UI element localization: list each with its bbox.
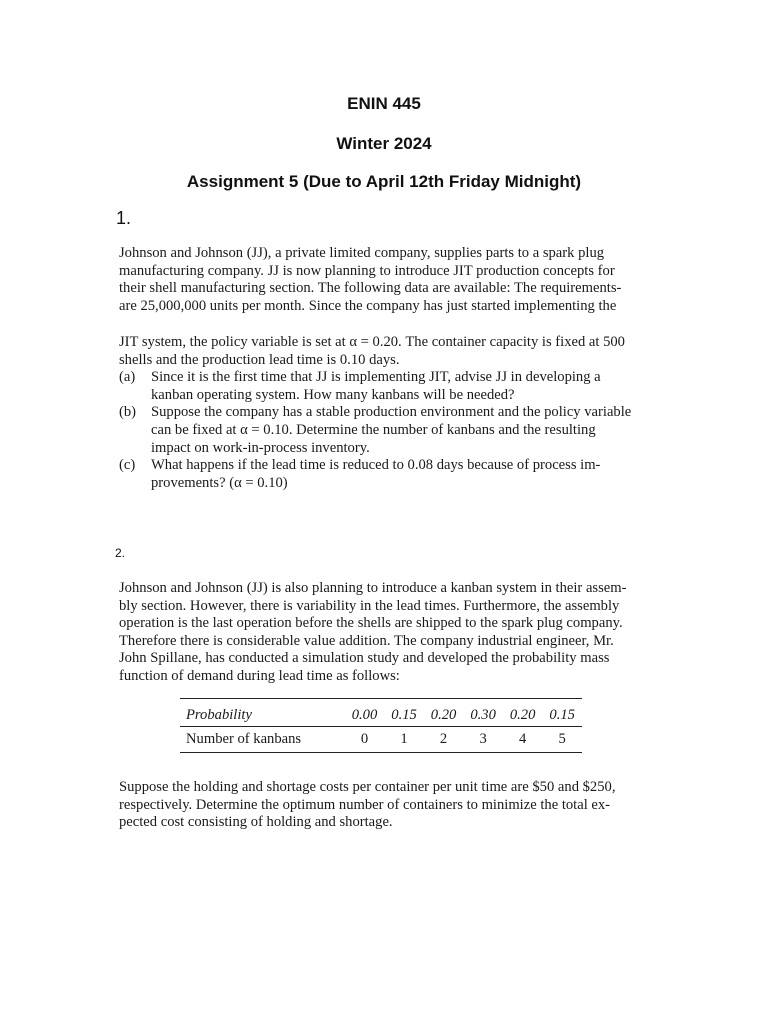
question-1-intro: [119, 245, 621, 315]
text-line: Suppose the holding and shortage costs per container per unit time are $50 and $250,: [119, 779, 616, 795]
text-line: Since it is the first time that JJ is implementing JIT, advise JJ in developing a: [151, 369, 601, 386]
text-line: John Spillane, has conducted a simulation study and developed the probability mass: [119, 650, 610, 667]
part-b: [119, 404, 631, 457]
row-header: Number of kanbans: [180, 727, 345, 753]
text-line: can be fixed at α = 0.10. Determine the number of kanbans and the resulting: [151, 421, 596, 438]
part-label: (b): [119, 404, 137, 421]
text-line: Johnson and Johnson (JJ), a private limited company, supplies parts to a spark plug: [119, 245, 605, 261]
assignment-title: Assignment 5 (Due to April 12th Friday Midnight): [186, 172, 582, 191]
text-line: pected cost consisting of holding and shortage.: [119, 814, 393, 831]
question-1-number: 1.: [116, 208, 132, 228]
text-line: Therefore there is considerable value addition. The company industrial engineer, Mr.: [119, 632, 614, 649]
pmf-table: [180, 698, 582, 753]
table-cell: 3: [463, 727, 503, 753]
text-line: Johnson and Johnson (JJ) is also planning to introduce a kanban system in their assem-: [119, 580, 627, 596]
table-cell: 4: [503, 727, 543, 753]
text-line: JIT system, the policy variable is set at α = 0.20. The container capacity is fixed at 500: [119, 334, 625, 350]
text-line: their shell manufacturing section. The following data are available: The requirements-: [119, 280, 622, 297]
term: Winter 2024: [336, 134, 432, 153]
table-cell: 0.15: [384, 699, 424, 727]
part-label: (a): [119, 369, 136, 386]
course-code: ENIN 445: [347, 94, 421, 113]
text-line: are 25,000,000 units per month. Since the company has just started implementing the: [119, 297, 617, 314]
table-cell: 0.20: [424, 699, 464, 727]
table-cell: 2: [424, 727, 464, 753]
text-line: What happens if the lead time is reduced to 0.08 days because of process im-: [151, 457, 601, 474]
question-2-intro: [119, 580, 626, 686]
table-cell: 5: [542, 727, 582, 753]
part-a: [119, 369, 631, 404]
table-cell: 0: [345, 727, 385, 753]
text-line: shells and the production lead time is 0.10 days.: [119, 351, 400, 368]
question-1-body: [119, 334, 631, 492]
text-line: provements? (α = 0.10): [151, 474, 288, 491]
row-header: Probability: [180, 699, 345, 727]
text-line: Suppose the company has a stable production environment and the policy variable: [151, 404, 632, 421]
question-2-task: [119, 779, 615, 832]
table-cell: 1: [384, 727, 424, 753]
table-cell: 0.20: [503, 699, 543, 727]
text-line: manufacturing company. JJ is now planning to introduce JIT production concepts for: [119, 262, 615, 279]
text-line: impact on work-in-process inventory.: [151, 439, 370, 456]
table-cell: 0.00: [345, 699, 385, 727]
table-cell: 0.30: [463, 699, 503, 727]
text-line: respectively. Determine the optimum number of containers to minimize the total ex-: [119, 796, 611, 813]
part-c: [119, 457, 631, 492]
question-2-number: 2.: [115, 546, 126, 560]
table-row: [180, 699, 582, 727]
text-line: bly section. However, there is variability in the lead times. Furthermore, the assembly: [119, 597, 620, 614]
table-cell: 0.15: [542, 699, 582, 727]
table-row: [180, 727, 582, 753]
part-label: (c): [119, 457, 136, 474]
text-line: function of demand during lead time as follows:: [119, 667, 400, 684]
text-line: kanban operating system. How many kanbans will be needed?: [151, 386, 515, 403]
text-line: operation is the last operation before the shells are shipped to the spark plug company.: [119, 615, 623, 632]
